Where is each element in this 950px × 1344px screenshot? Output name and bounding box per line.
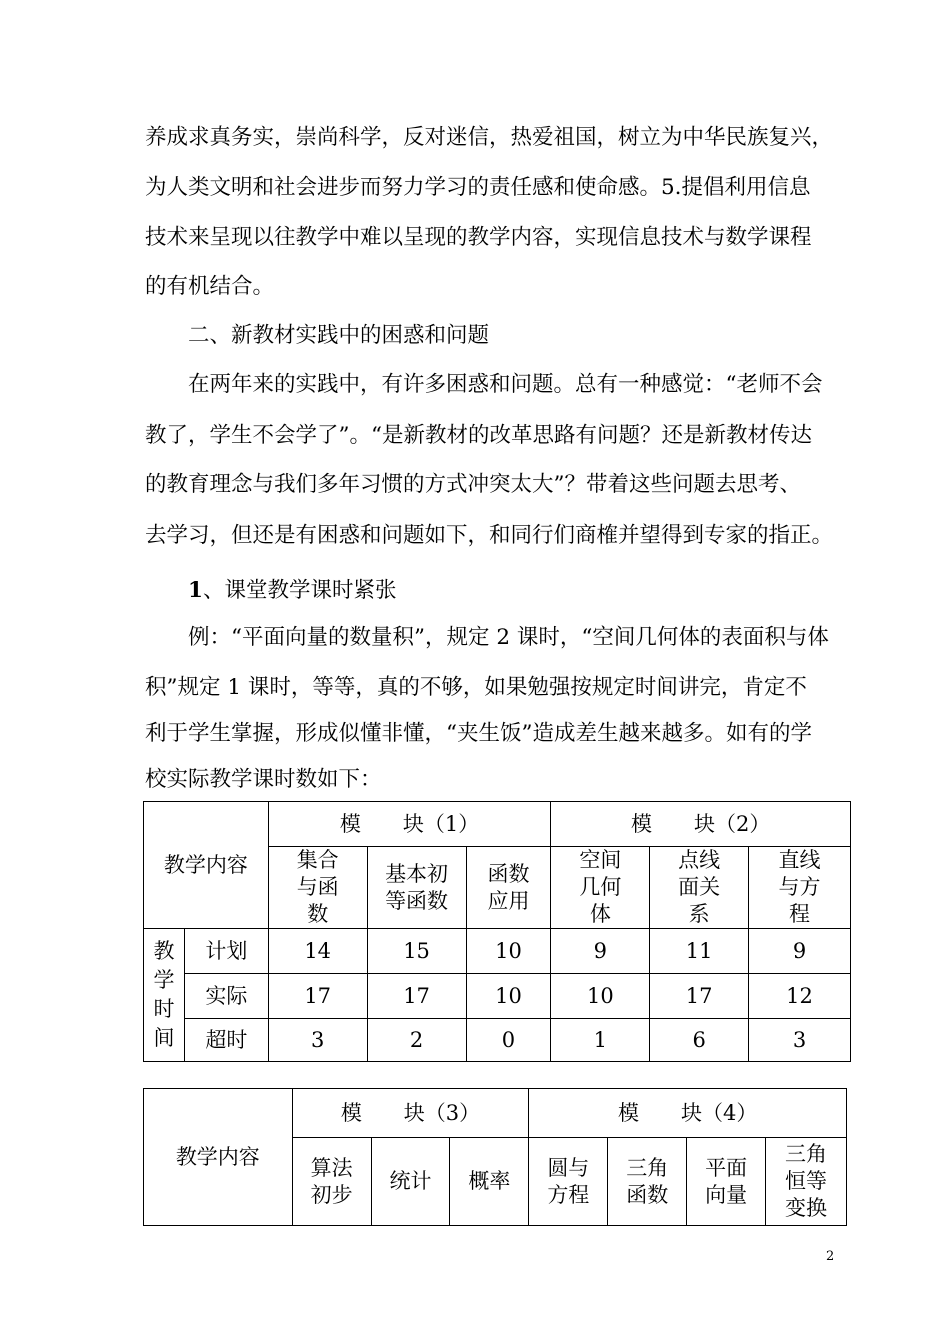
- row-label-overtime: 超时: [184, 1019, 268, 1062]
- subject-header: 空间几何体: [551, 847, 650, 929]
- subject-header: 三角函数: [608, 1138, 687, 1226]
- subject-header: 点线面关系: [650, 847, 749, 929]
- section-heading: 二、新教材实践中的困惑和问题: [188, 323, 490, 348]
- paragraph-line: 技术来呈现以往教学中难以呈现的教学内容，实现信息技术与数学课程: [145, 225, 812, 250]
- table-cell: 2: [367, 1019, 466, 1062]
- table-cell: 12: [749, 974, 851, 1019]
- subsection-heading: [188, 576, 888, 606]
- module-header: 模 块（1）: [268, 802, 551, 847]
- paragraph-line: 教了，学生不会学了”。“是新教材的改革思路有问题？还是新教材传达: [145, 423, 812, 448]
- table-cell: 17: [367, 974, 466, 1019]
- subject-header: 统计: [371, 1138, 450, 1226]
- table-cell: 10: [466, 929, 551, 974]
- paragraph-line: 例：“平面向量的数量积”，规定 2 课时，“空间几何体的表面积与体: [188, 625, 829, 650]
- table-cell: 11: [650, 929, 749, 974]
- subject-header: 函数应用: [466, 847, 551, 929]
- table-cell: 14: [268, 929, 367, 974]
- table-cell: 15: [367, 929, 466, 974]
- subject-header: 圆与方程: [529, 1138, 608, 1226]
- paragraph-line: 为人类文明和社会进步而努力学习的责任感和使命感。5.提倡利用信息: [145, 175, 811, 200]
- paragraph-line: 的有机结合。: [145, 274, 275, 299]
- hours-table-1: [143, 801, 851, 1062]
- table-cell: 0: [466, 1019, 551, 1062]
- row-label-planned: 计划: [184, 929, 268, 974]
- table-cell: 10: [466, 974, 551, 1019]
- subject-header: 基本初等函数: [367, 847, 466, 929]
- paragraph-line: 积”规定 1 课时，等等，真的不够，如果勉强按规定时间讲完，肯定不: [145, 675, 807, 700]
- table-cell: 3: [268, 1019, 367, 1062]
- teaching-time-label: 教 学 时 间: [144, 929, 185, 1062]
- table-cell: 6: [650, 1019, 749, 1062]
- subsection-number: 1: [188, 578, 203, 603]
- table-cell: 3: [749, 1019, 851, 1062]
- subject-header: 集合与函数: [268, 847, 367, 929]
- subject-header: 算法初步: [292, 1138, 371, 1226]
- paragraph-line: 的教育理念与我们多年习惯的方式冲突太大”？带着这些问题去思考、: [145, 472, 801, 497]
- content-header: 教学内容: [144, 802, 269, 929]
- table-cell: 9: [551, 929, 650, 974]
- table-cell: 9: [749, 929, 851, 974]
- subject-header: 直线与方程: [749, 847, 851, 929]
- table-cell: 1: [551, 1019, 650, 1062]
- paragraph-line: 校实际教学课时数如下：: [145, 767, 382, 792]
- table-cell: 10: [551, 974, 650, 1019]
- paragraph-line: 养成求真务实，崇尚科学，反对迷信，热爱祖国，树立为中华民族复兴，: [145, 125, 834, 150]
- module-header: 模 块（2）: [551, 802, 851, 847]
- paragraph-line: 利于学生掌握，形成似懂非懂，“夹生饭”造成差生越来越多。如有的学: [145, 721, 812, 746]
- subject-header: 三角恒等变换: [766, 1138, 847, 1226]
- paragraph-line: 在两年来的实践中，有许多困惑和问题。总有一种感觉：“老师不会: [188, 372, 823, 397]
- table-cell: 17: [650, 974, 749, 1019]
- paragraph-line: 去学习，但还是有困惑和问题如下，和同行们商榷并望得到专家的指正。: [145, 523, 834, 548]
- subsection-title: 、课堂教学课时紧张: [202, 578, 397, 603]
- subject-header: 概率: [450, 1138, 529, 1226]
- content-header: 教学内容: [144, 1089, 293, 1226]
- table-cell: 17: [268, 974, 367, 1019]
- hours-table-2: [143, 1088, 847, 1226]
- module-header: 模 块（3）: [292, 1089, 529, 1138]
- module-header: 模 块（4）: [529, 1089, 847, 1138]
- subject-header: 平面向量: [687, 1138, 766, 1226]
- row-label-actual: 实际: [184, 974, 268, 1019]
- page-number: 2: [826, 1249, 835, 1264]
